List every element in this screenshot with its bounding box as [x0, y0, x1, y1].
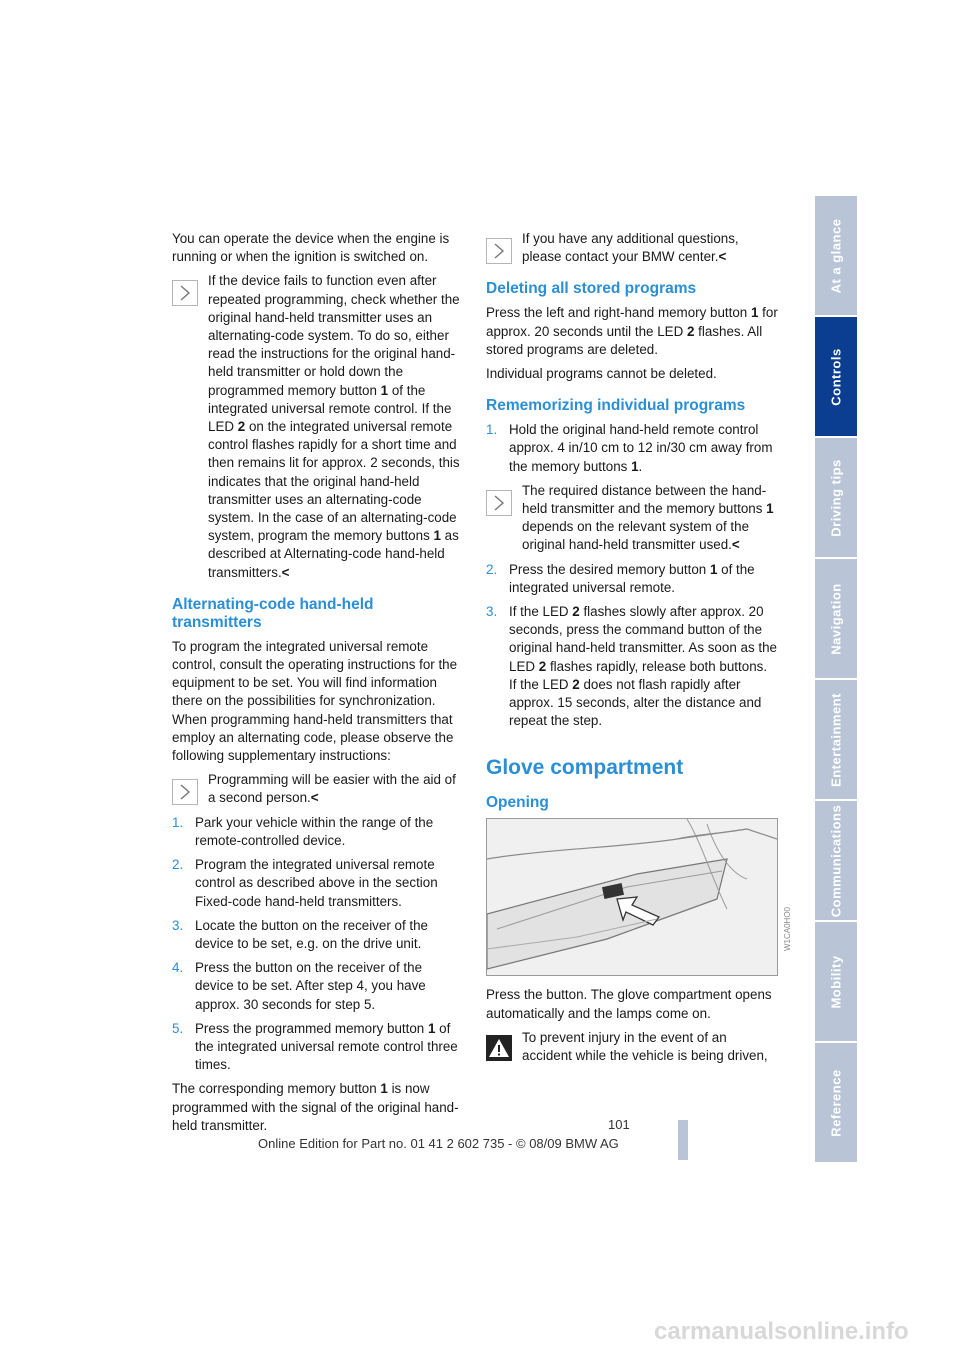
list-item: 3. If the LED 2 flashes slowly after approx. 20 seconds, press the command button of the original hand-held transmitter. As soon as the LED 2 flashes rapidly, release both buttons. If the LED 2 does not flash rapidly after approx. 15 seconds, alter the distance and repeat the step.	[486, 604, 777, 729]
note-text: If the device fails to function even after repeated programming, check whether the original hand-held transmitter uses an alternating-code system. To do so, either read the instructions for the original hand-held transmitter or hold down the programmed memory button 1 of the integrated universal remote control. If the LED 2 on the integrated universal remote control flashes rapidly for a short time and then remains lit for approx. 2 seconds, this indicates that the original hand-held transmitter uses an alternating-code system. In the case of an alternating-code system, program the memory buttons 1 as described at Alternating-code hand-held transmitters.<	[208, 273, 460, 580]
paragraph: To program the integrated universal remote control, consult the operating instructions for the equipment to be set. You will find information there on the possibilities for synchronization.	[172, 638, 458, 709]
note-text: The required distance between the hand-held transmitter and the memory buttons 1 depends on the relevant system of the original hand-held transmitter used.<	[522, 482, 774, 553]
note-text: If you have any additional questions, please contact your BMW center.<	[522, 231, 739, 265]
footer-bar	[678, 1120, 688, 1160]
glove-compartment-image	[486, 818, 792, 976]
tab-driving-tips[interactable]: Driving tips	[815, 438, 857, 557]
tab-at-a-glance[interactable]: At a glance	[815, 196, 857, 315]
list-item: 3. Locate the button on the receiver of the device to be set, e.g. on the drive unit.	[172, 917, 429, 951]
footer-text: Online Edition for Part no. 01 41 2 602 735 - © 08/09 BMW AG	[258, 1136, 619, 1151]
paragraph: Individual programs cannot be deleted.	[486, 366, 717, 382]
warning-block	[486, 1029, 778, 1065]
tab-communications[interactable]: Communications	[815, 801, 857, 920]
note-text: Programming will be easier with the aid of a second person.<	[208, 772, 456, 806]
section-heading: Opening	[486, 794, 549, 812]
paragraph: The corresponding memory button 1 is now programmed with the signal of the original hand-held transmitter.	[172, 1081, 459, 1133]
tab-entertainment[interactable]: Entertainment	[815, 680, 857, 799]
list-item: 5. Press the programmed memory button 1 of the integrated universal remote control three times.	[172, 1020, 458, 1073]
note-arrow-icon	[486, 490, 512, 516]
section-heading: Rememorizing individual programs	[486, 397, 746, 415]
note-block	[172, 272, 464, 581]
note-block	[486, 482, 778, 555]
note-block	[172, 771, 464, 807]
paragraph: Press the button. The glove compartment opens automatically and the lamps come on.	[486, 987, 772, 1021]
tab-reference[interactable]: Reference	[815, 1043, 857, 1162]
list-item: 2. Program the integrated universal remote control as described above in the section Fixed-code hand-held transmitters.	[172, 857, 438, 909]
paragraph: Press the left and right-hand memory button 1 for approx. 20 seconds until the LED 2 flashes. All stored programs are deleted.	[486, 305, 778, 357]
list-item: 2. Press the desired memory button 1 of the integrated universal remote.	[486, 561, 755, 595]
watermark: carmanualsonline.info	[654, 1318, 909, 1345]
paragraph: You can operate the device when the engine is running or when the ignition is switched on.	[172, 231, 450, 265]
note-arrow-icon	[172, 280, 198, 306]
tab-mobility[interactable]: Mobility	[815, 922, 857, 1041]
tab-controls[interactable]: Controls	[815, 317, 857, 436]
warning-icon	[486, 1035, 512, 1061]
section-heading: Deleting all stored programs	[486, 280, 697, 298]
tab-navigation[interactable]: Navigation	[815, 559, 857, 678]
chapter-tabs	[815, 196, 857, 1164]
step-list	[172, 814, 464, 1075]
paragraph: When programming hand-held transmitters that employ an alternating code, please observe the following supplementary instructions:	[172, 711, 454, 764]
note-arrow-icon	[172, 779, 198, 805]
right-column	[486, 230, 792, 1071]
section-heading: Alternating-code hand-held transmitters	[172, 595, 374, 631]
warning-text: To prevent injury in the event of an accident while the vehicle is being driven,	[522, 1029, 768, 1064]
note-arrow-icon	[486, 238, 512, 264]
page-number: 101	[608, 1117, 630, 1132]
note-block	[486, 230, 778, 266]
list-item: 1. Park your vehicle within the range of the remote-controlled device.	[172, 814, 434, 848]
page-title: Glove compartment	[486, 756, 684, 780]
left-column	[172, 230, 464, 1141]
list-item: 1. Hold the original hand-held remote control approx. 4 in/10 cm to 12 in/30 cm away from the memory buttons 1.	[486, 422, 773, 474]
image-code-label: W1CA0HO0	[783, 907, 792, 952]
list-item: 4. Press the button on the receiver of the device to be set. After step 4, you have approx. 30 seconds for step 5.	[172, 960, 426, 1012]
